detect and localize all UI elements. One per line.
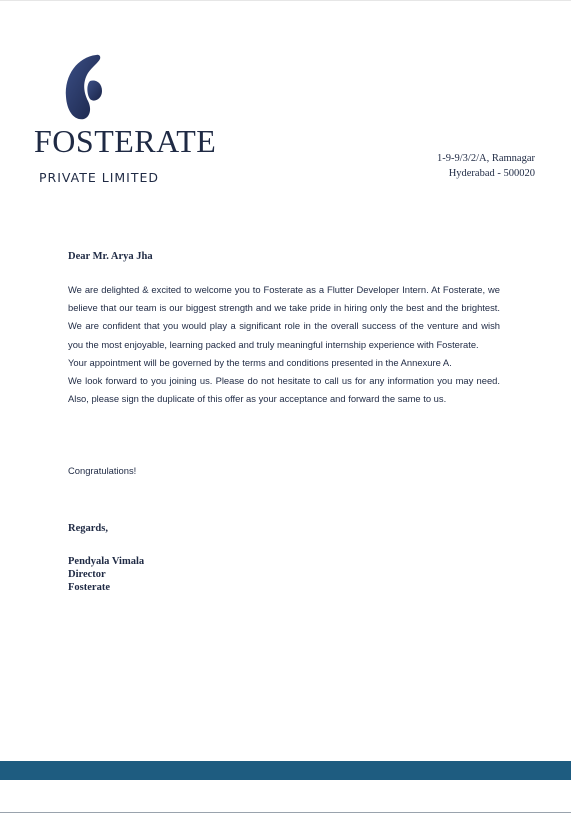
address-line-1: 1-9-9/3/2/A, Ramnagar bbox=[437, 153, 535, 164]
body-paragraph-3: We look forward to you joining us. Please do not hesitate to call us for any information you may need. Also, please sign the duplicate of this offer as your acceptance and forward the same to us. bbox=[68, 375, 500, 405]
address-line-2: Hyderabad - 500020 bbox=[448, 168, 535, 179]
signatory-title: Director bbox=[68, 569, 106, 580]
footer-band bbox=[0, 761, 571, 780]
letter-body bbox=[68, 281, 500, 408]
closing-note: Congratulations! bbox=[68, 465, 137, 476]
company-subtitle: PRIVATE LIMITED bbox=[39, 170, 160, 185]
signatory-company: Fosterate bbox=[68, 582, 110, 593]
body-paragraph-2: Your appointment will be governed by the terms and conditions presented in the Annexure A. bbox=[68, 356, 452, 368]
salutation: Dear Mr. Arya Jha bbox=[68, 251, 153, 262]
body-paragraph-1: We are delighted & excited to welcome you to Fosterate as a Flutter Developer Intern. At Fosterate, we believe that our team is our biggest strength and we take pride in hiring only the best and the brightest. We are confident that you would play a significant role in the overall success of the venture and wish you the most enjoyable, learning packed and truly meaningful internship experience with Fosterate. bbox=[68, 284, 500, 350]
company-name: FOSTERATE bbox=[34, 123, 217, 159]
signoff: Regards, bbox=[68, 523, 108, 534]
signatory-name: Pendyala Vimala bbox=[68, 556, 145, 567]
fosterate-logo-icon bbox=[60, 53, 106, 123]
company-address bbox=[437, 151, 535, 181]
signature-block bbox=[68, 555, 144, 594]
